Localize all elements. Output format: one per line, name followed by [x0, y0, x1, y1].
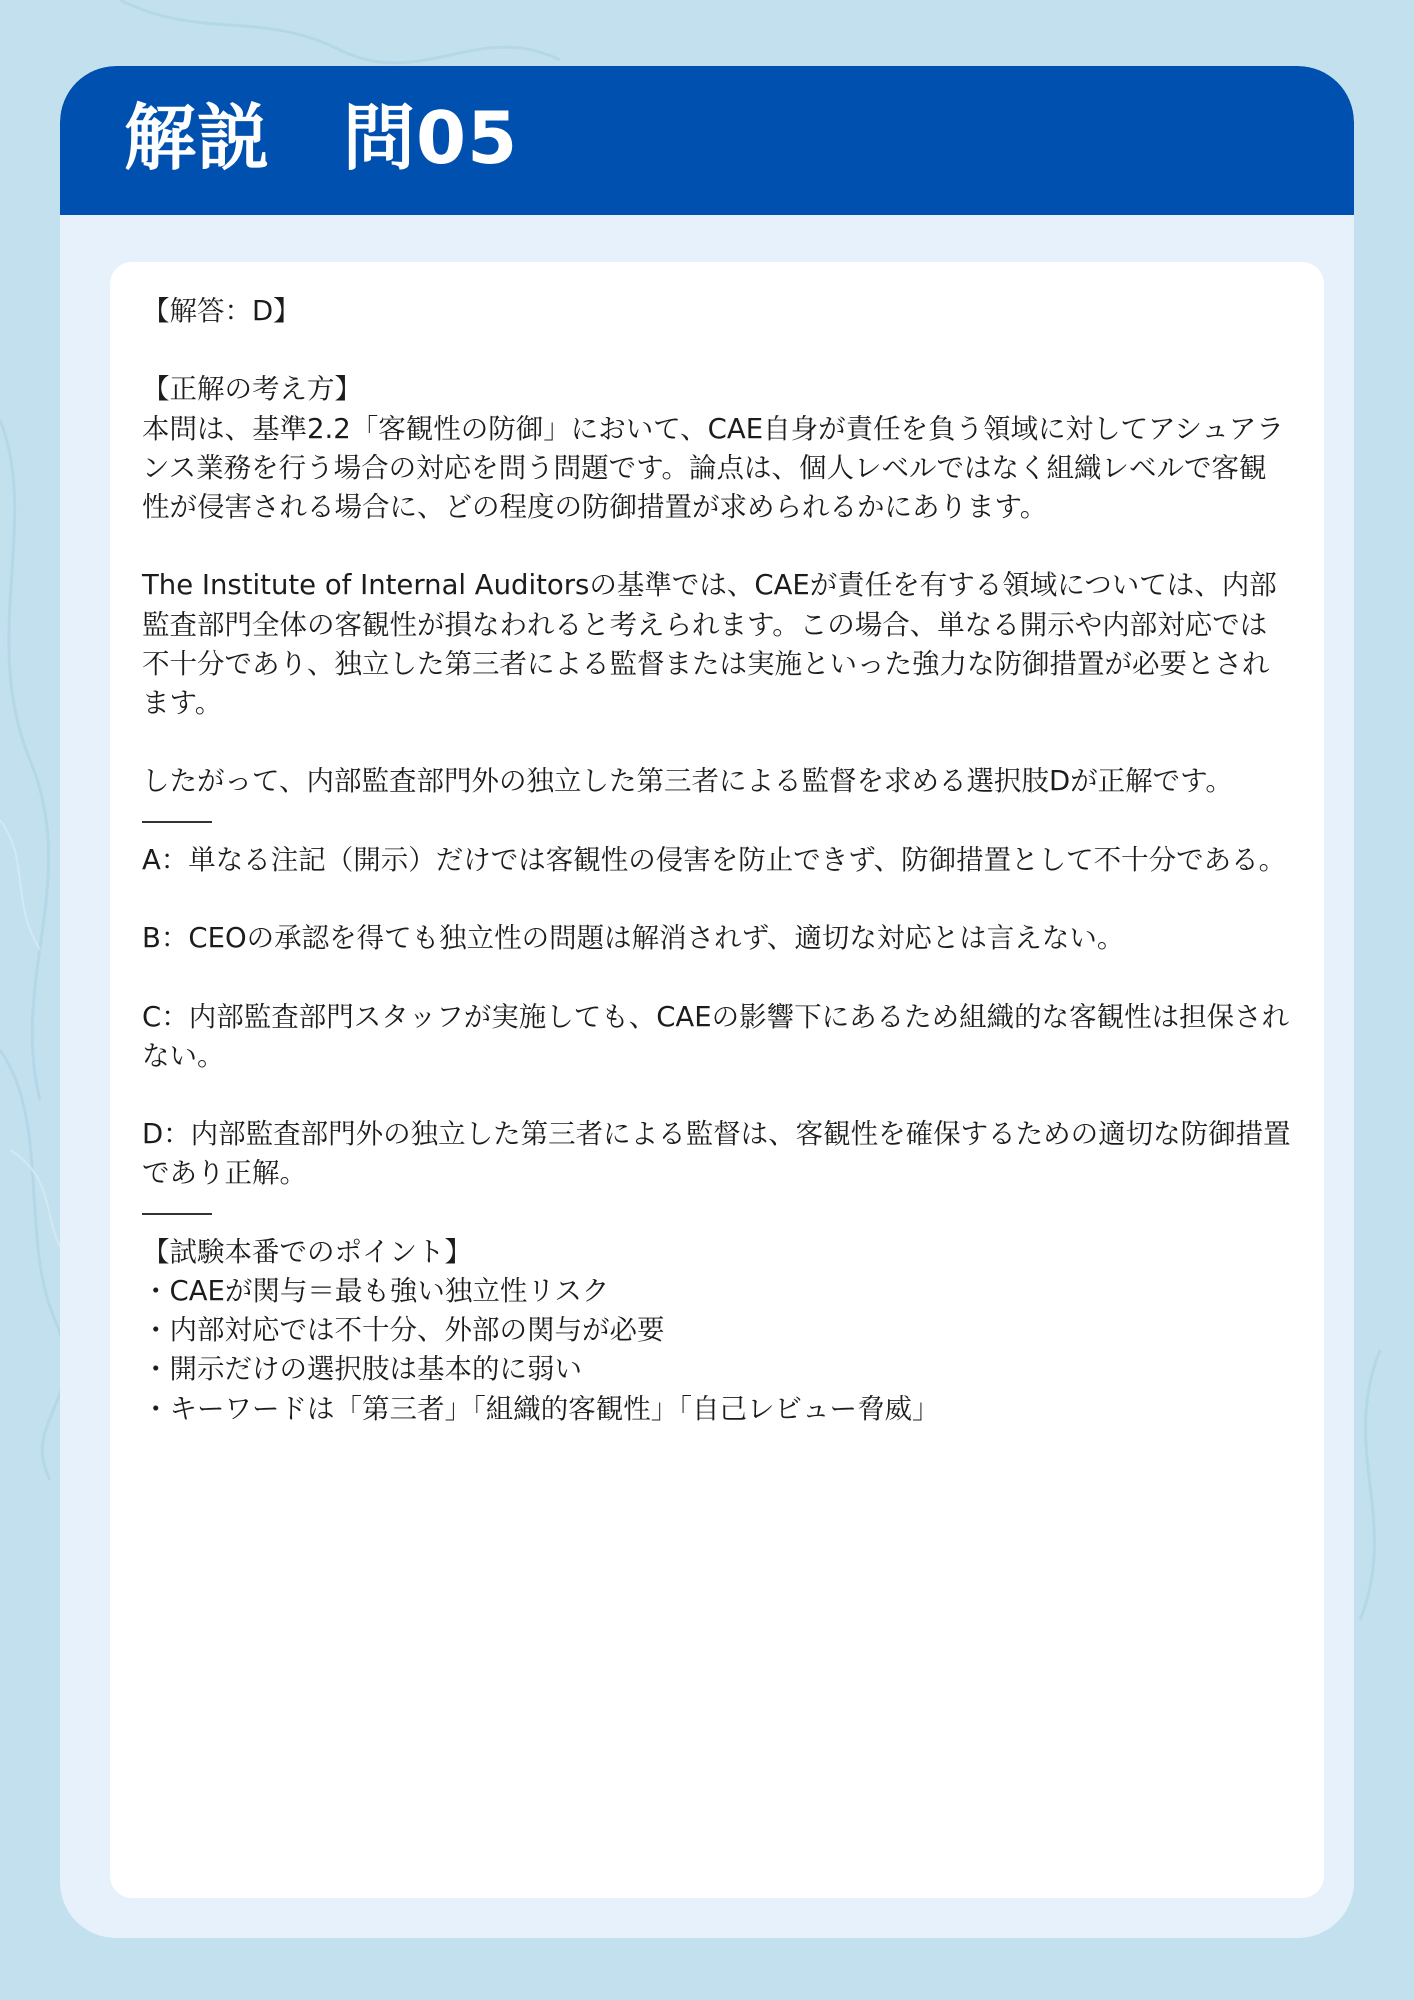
spacer [142, 1076, 1292, 1115]
section-divider [142, 821, 212, 823]
answer-line: 【解答：D】 [142, 295, 301, 327]
spacer [142, 880, 1292, 919]
spacer [142, 958, 1292, 997]
explanation-card [60, 66, 1354, 1938]
section-divider [142, 1213, 212, 1215]
explanation-text [142, 292, 1292, 1429]
card-header [60, 66, 1354, 215]
option-d-explanation: D：内部監査部門外の独立した第三者による監督は、客観性を確保するための適切な防御措置であり正解。 [142, 1118, 1291, 1190]
page-title: 解説 問05 [124, 96, 519, 180]
explanation-panel [110, 262, 1324, 1898]
spacer [142, 723, 1292, 762]
point-item: ・内部対応では不十分、外部の関与が必要 [142, 1314, 665, 1347]
option-c-explanation: C：内部監査部門スタッフが実施しても、CAEの影響下にあるため組織的な客観性は担保されない。 [142, 1000, 1290, 1072]
point-item: ・開示だけの選択肢は基本的に弱い [142, 1353, 582, 1386]
approach-heading: 【正解の考え方】 [142, 373, 362, 406]
option-b-explanation: B：CEOの承認を得ても独立性の問題は解消されず、適切な対応とは言えない。 [142, 922, 1125, 955]
points-heading: 【試験本番でのポイント】 [142, 1235, 472, 1268]
point-item: ・キーワードは「第三者」「組織的客観性」「自己レビュー脅威」 [142, 1392, 940, 1425]
option-a-explanation: A：単なる注記（開示）だけでは客観性の侵害を防止できず、防御措置として不十分である。 [142, 843, 1287, 876]
approach-paragraph-3: したがって、内部監査部門外の独立した第三者による監督を求める選択肢Dが正解です。 [142, 765, 1233, 798]
approach-paragraph-2: The Institute of Internal Auditorsの基準では、CAEが責任を有する領域については、内部監査部門全体の客観性が損なわれると考えられます。この場合、単なる開示や内部対応では不十分であり、独立した第三者による監督または実施といった強力な防御措置が必要とされます。 [142, 569, 1277, 719]
approach-paragraph-1: 本問は、基準2.2「客観性の防御」において、CAE自身が責任を負う領域に対してアシュアランス業務を行う場合の対応を問う問題です。論点は、個人レベルではなく組織レベルで客観性が侵害される場合に、どの程度の防御措置が求められるかにあります。 [142, 412, 1284, 523]
point-item: ・CAEが関与＝最も強い独立性リスク [142, 1274, 610, 1307]
spacer [142, 527, 1292, 566]
spacer [142, 331, 1292, 370]
